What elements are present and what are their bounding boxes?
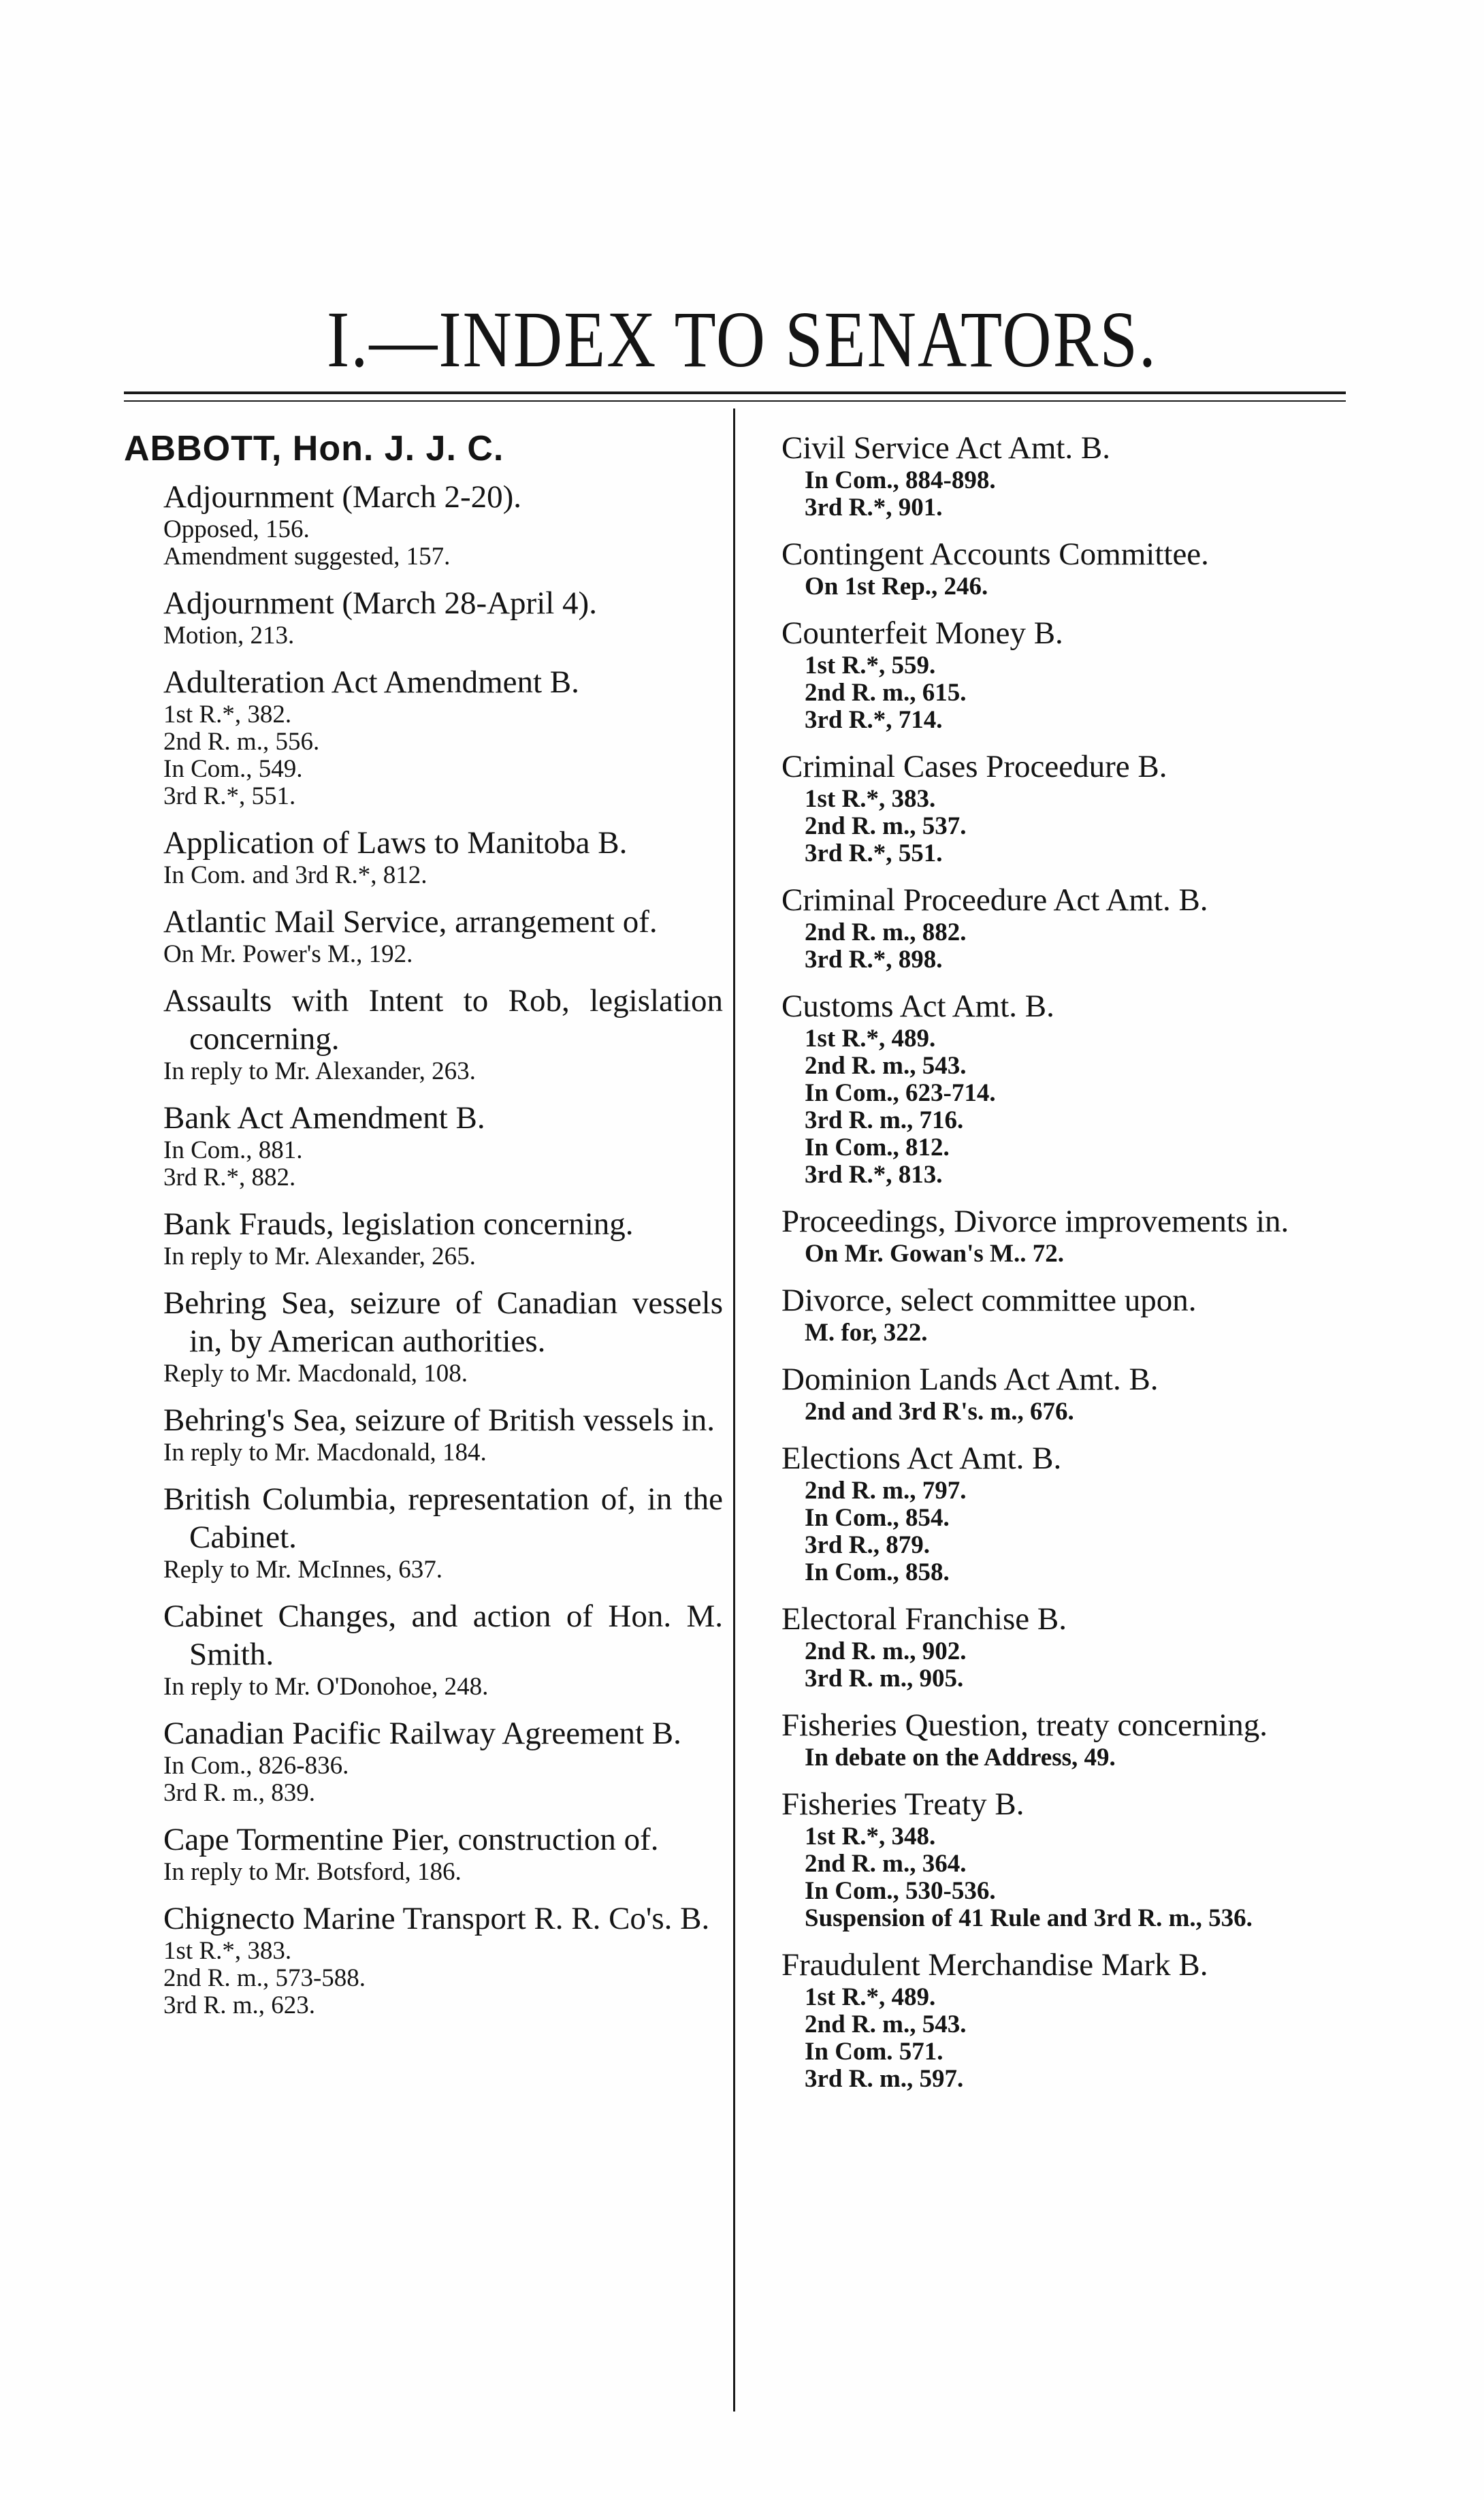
index-entry: [124, 1597, 723, 1701]
entry-reference: 1st R.*, 559.: [805, 652, 936, 679]
entry-subject: Criminal Proceedure Act Amt. B.: [781, 882, 1208, 918]
entry-reference: 2nd R. m., 615.: [805, 679, 967, 707]
index-entry: [124, 1099, 723, 1191]
entry-reference: 1st R.*, 489.: [805, 1025, 936, 1053]
index-entry: [781, 1706, 1357, 1772]
index-entry: [781, 881, 1357, 974]
entry-reference: In Com., 530-536.: [805, 1877, 996, 1905]
index-entry: [124, 1284, 723, 1388]
entry-subject: Divorce, select committee upon.: [781, 1283, 1197, 1318]
entry-reference: In Com., 854.: [805, 1504, 950, 1532]
index-entry: [124, 1714, 723, 1807]
index-entry: [124, 1900, 723, 2019]
entry-reference: Reply to Mr. Macdonald, 108.: [163, 1359, 468, 1388]
entry-subject: Dominion Lands Act Amt. B.: [781, 1362, 1159, 1397]
index-entry: [781, 1439, 1357, 1586]
index-entry: [781, 1281, 1357, 1347]
entry-reference: 3rd R.*, 901.: [805, 494, 943, 522]
index-entry: [124, 1205, 723, 1270]
entry-reference: 3rd R. m., 839.: [163, 1778, 316, 1807]
entry-subject: Electoral Franchise B.: [781, 1601, 1067, 1637]
entry-reference: On Mr. Power's M., 192.: [163, 940, 413, 968]
index-entry: [781, 1600, 1357, 1693]
entry-subject: Atlantic Mail Service, arrangement of.: [163, 903, 658, 940]
index-entry: [124, 1401, 723, 1467]
index-entry: [124, 1821, 723, 1886]
entry-reference: 2nd R. m., 902.: [805, 1637, 967, 1665]
entry-subject: Fisheries Treaty B.: [781, 1786, 1025, 1822]
page-title: I.—INDEX TO SENATORS.: [327, 294, 1157, 384]
entry-subject: Assaults with Intent to Rob, legislation concerning.: [163, 982, 723, 1057]
index-entry: [124, 982, 723, 1085]
index-entry: [124, 903, 723, 968]
index-entry: [781, 1360, 1357, 1426]
entry-reference: 1st R.*, 489.: [805, 1983, 936, 2011]
entry-reference: 2nd R. m., 882.: [805, 918, 967, 946]
index-entry: [781, 535, 1357, 600]
entry-subject: Contingent Accounts Committee.: [781, 536, 1209, 572]
entry-reference: In reply to Mr. Alexander, 263.: [163, 1057, 476, 1085]
entry-reference: In reply to Mr. O'Donohoe, 248.: [163, 1672, 489, 1701]
index-entry: [124, 824, 723, 889]
entry-reference: 3rd R.*, 714.: [805, 706, 943, 734]
entry-reference: 3rd R.*, 898.: [805, 946, 943, 974]
entry-reference: In Com., 858.: [805, 1558, 950, 1586]
entry-reference: In Com., 884-898.: [805, 466, 996, 494]
entry-subject: Cape Tormentine Pier, construction of.: [163, 1821, 659, 1857]
entry-subject: Behring Sea, seizure of Canadian vessels in, by American authorities.: [163, 1285, 723, 1359]
index-entry: [781, 1946, 1357, 2093]
index-entry: [781, 748, 1357, 867]
entry-subject: Application of Laws to Manitoba B.: [163, 824, 628, 861]
entry-subject: Canadian Pacific Railway Agreement B.: [163, 1715, 681, 1751]
title-rule-thick: [124, 391, 1346, 394]
entry-reference: 2nd and 3rd R's. m., 676.: [805, 1398, 1074, 1426]
entry-subject: Bank Frauds, legislation concerning.: [163, 1206, 634, 1242]
entry-reference: Amendment suggested, 157.: [163, 542, 451, 571]
index-entry: [781, 1785, 1357, 1932]
entry-reference: 2nd R. m., 573-588.: [163, 1964, 366, 1992]
entry-reference: 3rd R. m., 597.: [805, 2065, 964, 2093]
senator-name: ABBOTT, Hon. J. J. C.: [124, 429, 504, 468]
entry-reference: 3rd R.*, 551.: [163, 782, 296, 810]
entry-reference: 3rd R. m., 623.: [163, 1991, 316, 2019]
entry-reference: In Com. 571.: [805, 2038, 943, 2066]
entry-reference: M. for, 322.: [805, 1319, 928, 1347]
entry-reference: 2nd R. m., 543.: [805, 2010, 967, 2038]
index-entry: [781, 429, 1357, 522]
entry-reference: In Com., 812.: [805, 1134, 950, 1161]
entry-subject: Chignecto Marine Transport R. R. Co's. B.: [163, 1900, 710, 1936]
entry-list-right: [781, 429, 1357, 2093]
entry-list-left: [124, 478, 723, 2019]
entry-subject: Adulteration Act Amendment B.: [163, 664, 579, 700]
entry-subject: Fisheries Question, treaty concerning.: [781, 1708, 1268, 1743]
index-entry: [124, 584, 723, 650]
entry-reference: 2nd R. m., 537.: [805, 812, 967, 840]
index-column-right: [781, 429, 1357, 2106]
entry-reference: 3rd R. m., 716.: [805, 1106, 964, 1134]
index-entry: [124, 1480, 723, 1584]
entry-reference: Suspension of 41 Rule and 3rd R. m., 536.: [805, 1904, 1253, 1932]
entry-reference: 3rd R.*, 882.: [163, 1163, 296, 1191]
entry-reference: In reply to Mr. Botsford, 186.: [163, 1857, 462, 1886]
entry-reference: Reply to Mr. McInnes, 637.: [163, 1555, 443, 1584]
index-entry: [781, 1202, 1357, 1268]
entry-subject: Behring's Sea, seizure of British vessels in.: [163, 1402, 715, 1438]
entry-subject: Civil Service Act Amt. B.: [781, 430, 1111, 466]
entry-subject: Counterfeit Money B.: [781, 615, 1063, 651]
entry-reference: Opposed, 156.: [163, 515, 310, 543]
entry-reference: 1st R.*, 348.: [805, 1823, 936, 1850]
entry-reference: In Com., 826-836.: [163, 1751, 349, 1780]
entry-reference: 2nd R. m., 543.: [805, 1052, 967, 1080]
entry-reference: 3rd R.*, 813.: [805, 1161, 943, 1189]
entry-reference: 2nd R. m., 797.: [805, 1477, 967, 1505]
entry-subject: British Columbia, representation of, in the Cabinet.: [163, 1481, 723, 1555]
entry-subject: Fraudulent Merchandise Mark B.: [781, 1947, 1208, 1983]
entry-reference: In reply to Mr. Macdonald, 184.: [163, 1438, 487, 1467]
column-divider: [733, 408, 735, 2411]
entry-reference: In debate on the Address, 49.: [805, 1744, 1116, 1772]
entry-subject: Proceedings, Divorce improvements in.: [781, 1204, 1289, 1239]
entry-subject: Adjournment (March 28-April 4).: [163, 585, 597, 621]
index-entry: [124, 478, 723, 571]
entry-reference: 3rd R.*, 551.: [805, 839, 943, 867]
index-entry: [124, 663, 723, 810]
entry-reference: 1st R.*, 382.: [163, 700, 292, 728]
entry-reference: In Com., 881.: [163, 1136, 303, 1164]
entry-reference: 1st R.*, 383.: [163, 1936, 292, 1965]
entry-reference: 2nd R. m., 556.: [163, 727, 320, 756]
entry-subject: Cabinet Changes, and action of Hon. M. Smith.: [163, 1598, 723, 1672]
entry-reference: On Mr. Gowan's M.. 72.: [805, 1240, 1064, 1268]
index-column-left: [124, 429, 723, 2033]
entry-subject: Customs Act Amt. B.: [781, 989, 1054, 1024]
entry-reference: In Com. and 3rd R.*, 812.: [163, 861, 428, 889]
entry-reference: In reply to Mr. Alexander, 265.: [163, 1242, 476, 1270]
entry-reference: 3rd R. m., 905.: [805, 1665, 964, 1693]
entry-reference: Motion, 213.: [163, 621, 295, 650]
entry-reference: 3rd R., 879.: [805, 1531, 930, 1559]
entry-subject: Bank Act Amendment B.: [163, 1100, 485, 1136]
entry-subject: Adjournment (March 2-20).: [163, 479, 521, 515]
entry-reference: In Com., 623-714.: [805, 1079, 996, 1107]
entry-reference: On 1st Rep., 246.: [805, 573, 988, 600]
entry-reference: In Com., 549.: [163, 754, 303, 783]
entry-subject: Criminal Cases Proceedure B.: [781, 749, 1167, 784]
entry-reference: 1st R.*, 383.: [805, 785, 936, 813]
entry-subject: Elections Act Amt. B.: [781, 1441, 1062, 1476]
entry-reference: 2nd R. m., 364.: [805, 1850, 967, 1878]
index-entry: [781, 987, 1357, 1189]
title-rule-thin: [124, 400, 1346, 402]
index-entry: [781, 614, 1357, 734]
